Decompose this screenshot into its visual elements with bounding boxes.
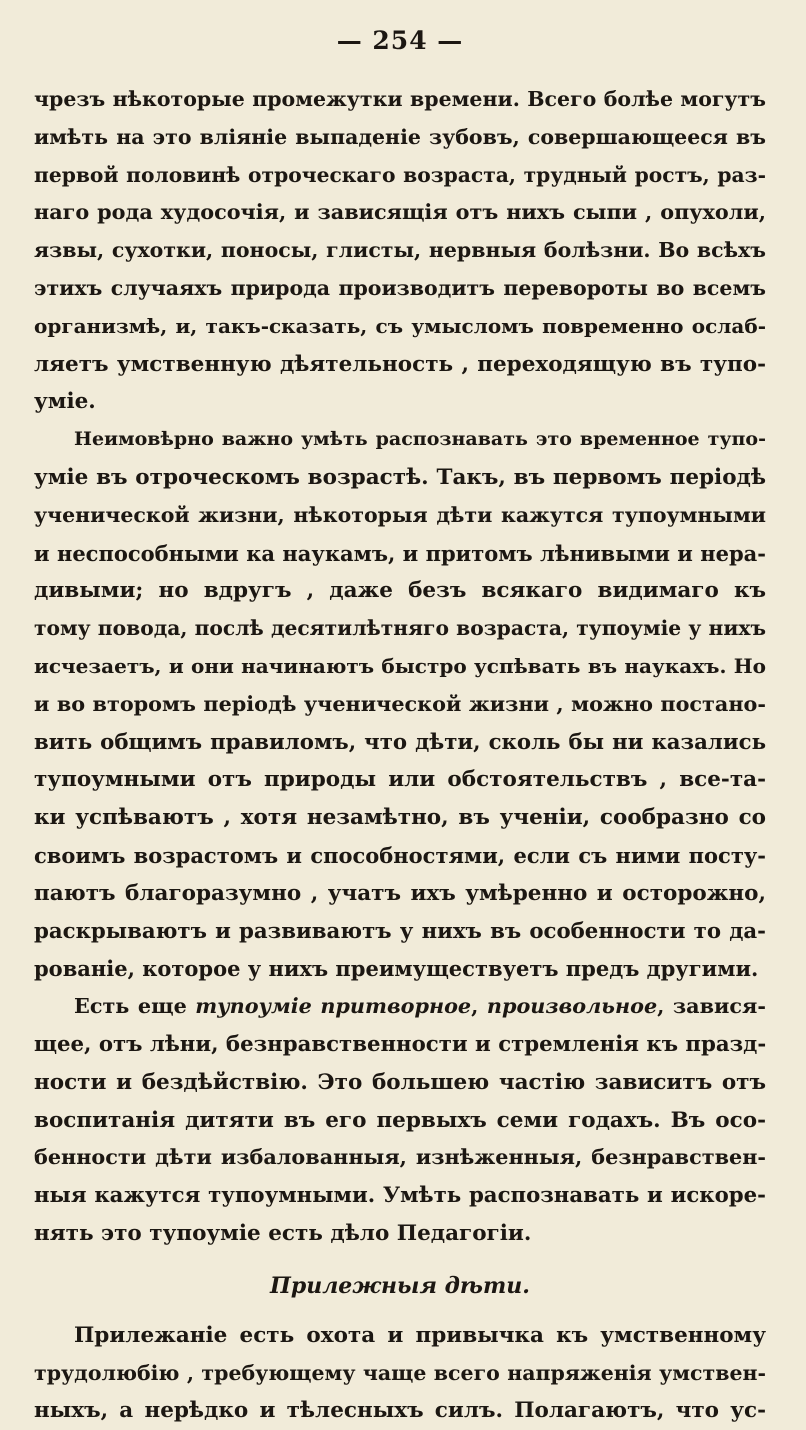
text-line: тому повода, послѣ десятилѣтняго возраста, тупоуміе у нихъ	[34, 616, 766, 641]
text-line: щее, отъ лѣни, безнравственности и стремленія къ празд-	[34, 1031, 767, 1057]
text-line: воспитанія дитяти въ его первыхъ семи годахъ. Въ осо-	[34, 1107, 766, 1133]
emphasized-term: тупоуміе притворное	[195, 994, 472, 1019]
text-line: имѣть на это вліяніе выпаденіе зубовъ, совершающееся въ	[34, 124, 766, 149]
paragraph-3	[34, 988, 766, 1253]
paragraph-2	[34, 421, 766, 988]
text-line: уміе въ отроческомъ возрастѣ. Такъ, въ первомъ періодѣ	[34, 464, 766, 490]
text-line: ки успѣваютъ , хотя незамѣтно, въ ученіи, сообразно со	[34, 805, 766, 831]
text-line: своимъ возрастомъ и способностями, если съ ними посту-	[34, 842, 766, 868]
text-line	[34, 988, 766, 1026]
text-line: ученической жизни, нѣкоторыя дѣти кажутся тупоумными	[34, 502, 766, 527]
text-line: Неимовѣрно важно умѣть распознавать это временное тупо-	[74, 428, 766, 451]
text-line: бенности дѣти избалованныя, изнѣженныя, безнравствен-	[34, 1145, 766, 1170]
text-line: и во второмъ періодѣ ученической жизни , можно постано-	[34, 691, 766, 716]
text-line: наго рода худосочія, и зависящія отъ нихъ сыпи , опухоли,	[34, 200, 766, 225]
text-line: раскрываютъ и развиваютъ у нихъ въ особенности то да-	[34, 918, 766, 944]
text-line: дивыми; но вдругъ , даже безъ всякаго видимаго къ	[34, 578, 766, 604]
text-line: уміе.	[34, 389, 96, 415]
text-line: паютъ благоразумно , учатъ ихъ умѣренно и осторожно,	[34, 880, 766, 906]
text-line: чрезъ нѣкоторые промежутки времени. Всего болѣе могутъ	[34, 87, 766, 111]
text-line: ныя кажутся тупоумными. Умѣть распознавать и искоре-	[34, 1183, 766, 1209]
text-line: исчезаетъ, и они начинаютъ быстро успѣвать въ наукахъ. Но	[34, 653, 766, 678]
text-line: ныхъ, а нерѣдко и тѣлесныхъ силъ. Полагаютъ, что ус-	[34, 1398, 766, 1424]
text-run: , завися-	[657, 994, 766, 1019]
text-line: ности и бездѣйствію. Это большею частію зависитъ отъ	[34, 1069, 766, 1095]
text-line: язвы, сухотки, поносы, глисты, нервныя болѣзни. Во всѣхъ	[34, 238, 766, 263]
text-line: рованіе, которое у нихъ преимуществуетъ предъ другими.	[34, 956, 759, 982]
text-line: вить общимъ правиломъ, что дѣти, сколь бы ни казались	[34, 729, 766, 755]
text-line: и неспособными ка наукамъ, и притомъ лѣнивыми и нера-	[34, 540, 766, 566]
text-line: организмѣ, и, такъ-сказать, съ умысломъ повременно ослаб-	[34, 313, 766, 338]
emphasized-term: произвольное	[486, 994, 658, 1019]
page-number: — 254 —	[336, 26, 464, 55]
text-run: Есть еще	[74, 994, 196, 1019]
text-line: трудолюбію , требующему чаще всего напряженія умствен-	[34, 1360, 766, 1385]
text-line: тупоумными отъ природы или обстоятельствъ , все-та-	[34, 767, 766, 793]
text-run: ,	[471, 994, 487, 1019]
section-heading: Прилежныя дѣти.	[270, 1272, 530, 1299]
text-line: нять это тупоуміе есть дѣло Педагогіи.	[34, 1220, 532, 1246]
text-line: ляетъ умственную дѣятельность , переходящую въ тупо-	[34, 351, 766, 377]
paragraph-1	[34, 81, 766, 421]
paragraph-4	[34, 1317, 766, 1430]
text-line: первой половинѣ отроческаго возраста, трудный ростъ, раз-	[34, 162, 766, 187]
text-line: Прилежаніе есть охота и привычка къ умственному	[74, 1322, 766, 1348]
text-line: этихъ случаяхъ природа производитъ перевороты во всемъ	[34, 275, 766, 300]
